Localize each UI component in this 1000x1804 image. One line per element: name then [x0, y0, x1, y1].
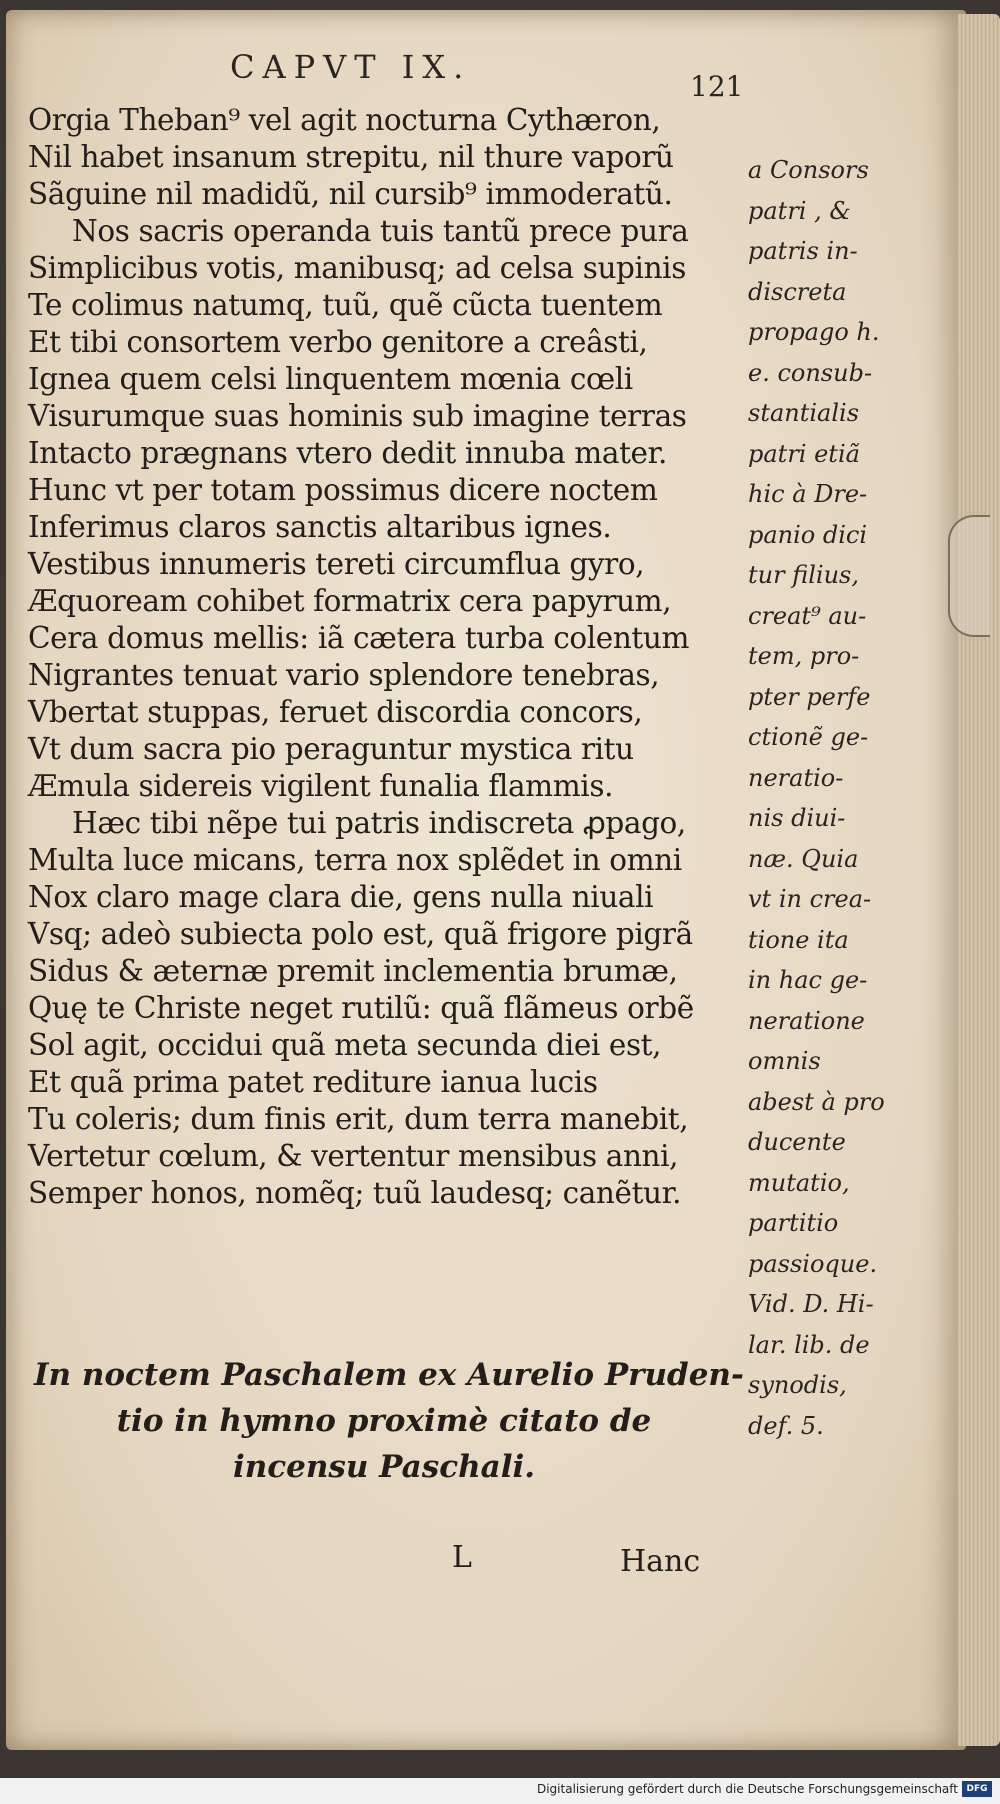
marginal-note-line: in hac ge-: [748, 966, 868, 994]
verse-line: Sol agit, occidui quã meta secunda diei est,: [28, 1028, 662, 1062]
verse-line: Vt dum sacra pio peraguntur mystica ritu: [28, 732, 634, 766]
verse-line: Vertetur cœlum, & vertentur mensibus anni,: [28, 1139, 679, 1173]
verse-line: Quę te Christe neget rutilũ: quã flãmeus orbẽ: [28, 991, 694, 1025]
marginal-note-line: propago h.: [748, 318, 880, 346]
verse-line: Nox claro mage clara die, gens nulla niuali: [28, 880, 654, 914]
marginal-note-line: abest à pro: [748, 1087, 885, 1116]
marginal-note-line: næ. Quia: [748, 844, 859, 873]
verse-line: Æquoream cohibet formatrix cera papyrum,: [28, 584, 672, 618]
signature-mark: L: [452, 1540, 472, 1575]
verse-line: Visurumque suas hominis sub imagine terras: [28, 399, 687, 433]
marginal-note-line: def. 5.: [748, 1411, 824, 1440]
marginal-note-line: omnis: [748, 1047, 821, 1075]
verse-line: Nigrantes tenuat vario splendore tenebras,: [28, 658, 660, 692]
verse-line: Et quã prima patet rediture ianua lucis: [28, 1065, 598, 1099]
verse-text: [28, 102, 748, 1212]
verse-line: Ignea quem celsi linquentem mœnia cœli: [28, 362, 633, 396]
marginal-note-line: e. consub-: [748, 358, 873, 387]
marginal-note-line: tem, pro-: [748, 642, 860, 670]
marginal-note-line: creat⁹ au-: [748, 601, 867, 630]
verse-line: Tu coleris; dum finis erit, dum terra manebit,: [28, 1102, 689, 1136]
marginal-note-line: pter perfe: [748, 682, 871, 711]
verse-line: Et tibi consortem verbo genitore a creâsti,: [28, 325, 648, 359]
verse-line: Te colimus natumq, tuũ, quẽ cũcta tuentem: [28, 288, 663, 322]
marginal-note-line: tione ita: [748, 925, 849, 954]
section-title-line: In noctem Paschalem ex Aurelio Pruden-: [34, 1357, 744, 1393]
page-number: 121: [690, 70, 744, 103]
verse-line: Sidus & æternæ premit inclementia brumæ,: [28, 954, 678, 988]
marginal-note-line: discreta: [748, 277, 847, 306]
marginal-note-line: lar. lib. de: [748, 1330, 870, 1359]
verse-line: Sãguine nil madidũ, nil cursib⁹ immoderatũ.: [28, 177, 673, 211]
page-clip: [948, 515, 990, 637]
marginal-note-line: passioque.: [748, 1249, 878, 1278]
marginal-note-line: patri , &: [748, 196, 851, 225]
footer-credit: Digitalisierung gefördert durch die Deutsche Forschungsgemeinschaft: [536, 1782, 958, 1796]
marginal-note-line: synodis,: [748, 1371, 847, 1399]
marginal-note-line: a Consors: [748, 156, 869, 184]
marginal-note-line: neratione: [748, 1006, 865, 1035]
marginal-note-line: Vid. D. Hi-: [748, 1290, 874, 1318]
verse-line: Nil habet insanum strepitu, nil thure vaporũ: [28, 140, 674, 174]
verse-line: Vsq; adeò subiecta polo est, quã frigore pigrã: [28, 917, 693, 951]
marginal-note-line: patri etiã: [748, 439, 860, 468]
verse-line: Vestibus innumeris tereti circumflua gyro,: [28, 547, 645, 581]
marginal-note-line: stantialis: [748, 399, 860, 427]
verse-line: Intacto prægnans vtero dedit innuba mater.: [28, 436, 668, 470]
page-edges: [958, 14, 1000, 1746]
verse-line: Cera domus mellis: iã cætera turba colentum: [28, 621, 690, 655]
verse-line: Nos sacris operanda tuis tantũ prece pura: [72, 214, 689, 248]
verse-line: Hunc vt per totam possimus dicere noctem: [28, 473, 658, 507]
catchword: Hanc: [620, 1544, 701, 1579]
marginal-note-line: panio dici: [748, 520, 868, 549]
marginal-note-line: partitio: [748, 1209, 839, 1237]
verse-line: Simplicibus votis, manibusq; ad celsa supinis: [28, 251, 686, 285]
marginal-note-line: mutatio,: [748, 1168, 850, 1197]
marginal-note-line: hic à Dre-: [748, 480, 868, 508]
verse-line: Æmula sidereis vigilent funalia flammis.: [28, 769, 614, 803]
marginal-note: [748, 150, 938, 1446]
verse-line: Hæc tibi nẽpe tui patris indiscreta ꝓpago,: [72, 806, 686, 840]
marginal-note-line: nis diui-: [748, 804, 846, 832]
marginal-note-line: vt in crea-: [748, 885, 872, 913]
marginal-note-line: tur filius,: [748, 561, 859, 589]
marginal-note-line: neratio-: [748, 763, 844, 792]
running-head: CAPVT IX.: [230, 48, 472, 86]
verse-line: Inferimus claros sanctis altaribus ignes.: [28, 510, 612, 544]
section-title: [34, 1352, 744, 1490]
verse-line: Semper honos, nomẽq; tuũ laudesq; canẽtur.: [28, 1176, 682, 1210]
verse-line: Orgia Theban⁹ vel agit nocturna Cythæron,: [28, 103, 661, 137]
marginal-note-line: patris in-: [748, 237, 858, 265]
dfg-logo: DFG: [962, 1781, 992, 1797]
marginal-note-line: ctionẽ ge-: [748, 723, 869, 751]
verse-line: Vbertat stuppas, feruet discordia concors,: [28, 695, 643, 729]
marginal-note-line: ducente: [748, 1128, 846, 1156]
section-title-line: incensu Paschali.: [232, 1449, 536, 1485]
verse-line: Multa luce micans, terra nox splẽdet in omni: [28, 843, 682, 877]
section-title-line: tio in hymno proximè citato de: [116, 1403, 652, 1439]
